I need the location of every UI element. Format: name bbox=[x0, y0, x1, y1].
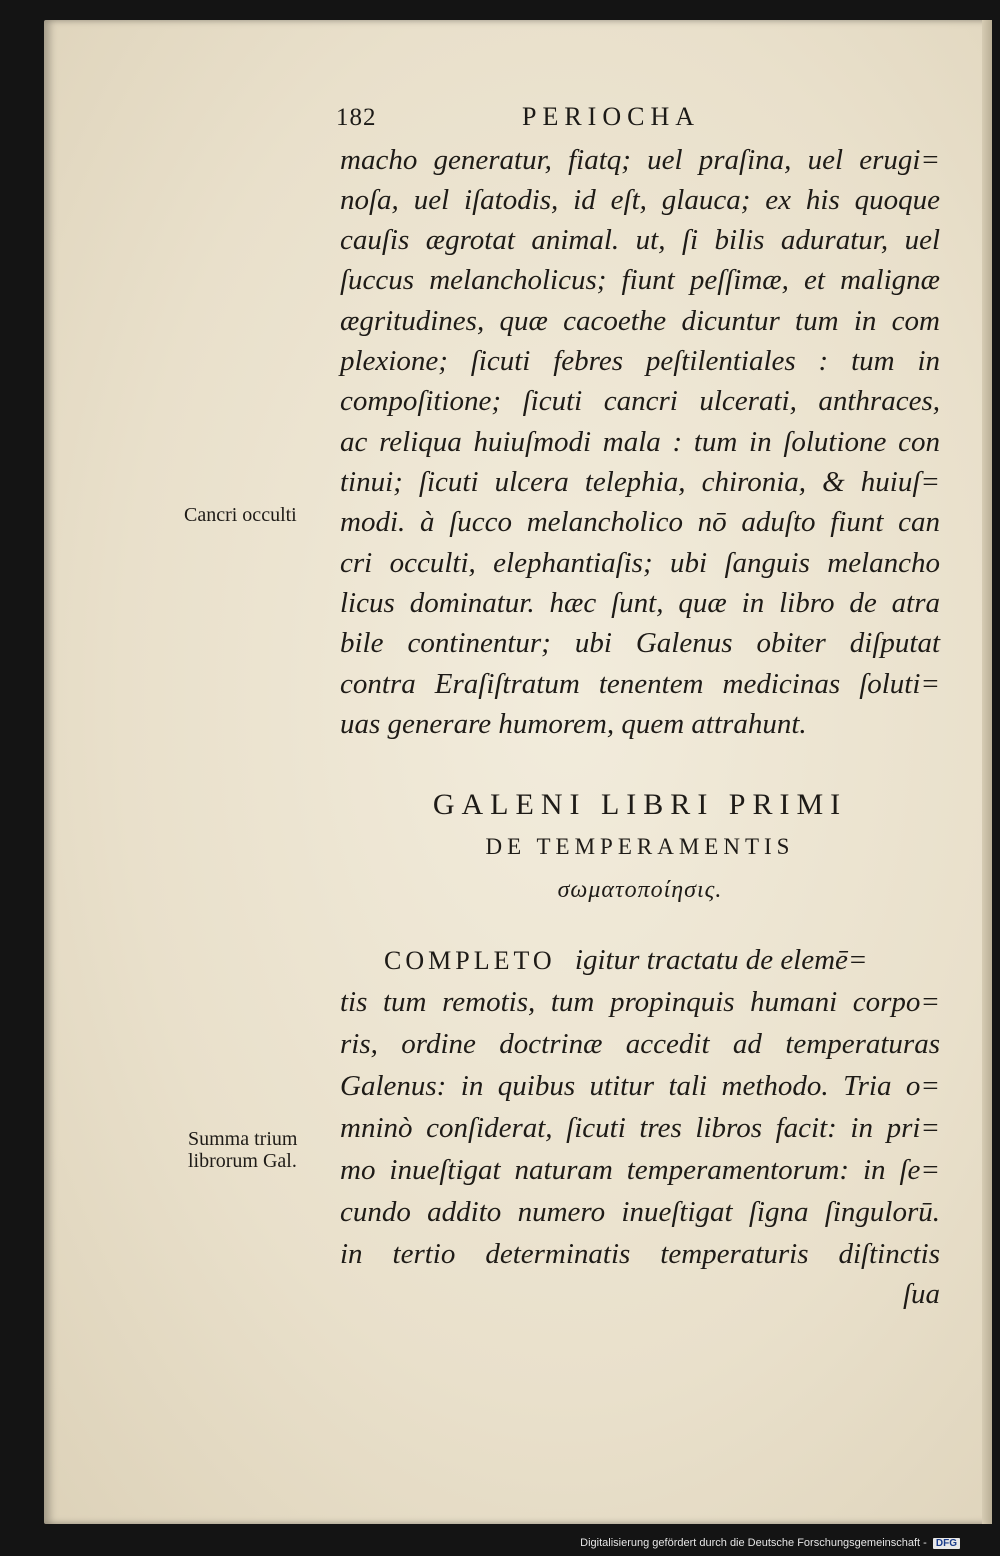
text-line: ac reliqua huiuſmodi mala : tum in ſolutione con bbox=[340, 426, 940, 458]
text-line: licus dominatur. hæc ſunt, quæ in libro de atra bbox=[340, 587, 940, 619]
text-line: modi. à ſucco melancholico nō aduſto fiunt can bbox=[340, 506, 940, 538]
book-page bbox=[44, 20, 992, 1524]
text-line: uas generare humorem, quem attrahunt. bbox=[340, 708, 807, 740]
text-line: mo inueſtigat naturam temperamentorum: in ſe= bbox=[340, 1154, 940, 1186]
section-greek-term: σωματοποίησις. bbox=[557, 877, 723, 903]
dropcap-word: COMPLETO bbox=[384, 946, 556, 975]
margin-note-summa-line1: Summa trium bbox=[188, 1128, 298, 1150]
margin-note-cancri: Cancri occulti bbox=[184, 504, 297, 526]
text-line: contra Eraſiſtratum tenentem medicinas ſoluti= bbox=[340, 668, 940, 700]
margin-note-summa-line2: librorum Gal. bbox=[188, 1150, 297, 1172]
text-line: ægritudines, quæ cacoethe dicuntur tum in com bbox=[340, 305, 940, 337]
text-line: plexione; ſicuti febres peſtilentiales : tum in bbox=[340, 345, 940, 377]
dfg-logo: DFG bbox=[933, 1538, 960, 1549]
text-line: ris, ordine doctrinæ accedit ad temperaturas bbox=[340, 1028, 940, 1060]
text-line: tis tum remotis, tum propinquis humani corpo= bbox=[340, 986, 940, 1018]
text-line: tinui; ſicuti ulcera telephia, chironia, & huiuſ= bbox=[340, 466, 940, 498]
text-line: compoſitione; ſicuti cancri ulcerati, anthraces, bbox=[340, 385, 940, 417]
text-line: mninò conſiderat, ſicuti tres libros facit: in pri= bbox=[340, 1112, 940, 1144]
paragraph-first-line bbox=[340, 942, 940, 979]
page-number: 182 bbox=[336, 104, 377, 131]
text-line: noſa, uel iſatodis, id eſt, glauca; ex his quoque bbox=[340, 184, 940, 216]
text-line: cauſis ægrotat animal. ut, ſi bilis aduratur, uel bbox=[340, 224, 940, 256]
margin-note-summa bbox=[188, 1128, 297, 1172]
text-line: in tertio determinatis temperaturis diſtinctis bbox=[340, 1238, 940, 1270]
page-edge bbox=[982, 20, 992, 1524]
catchword: ſua bbox=[902, 1278, 940, 1310]
text-line: macho generatur, fiatq; uel praſina, uel erugi= bbox=[340, 144, 940, 176]
text-line: ſuccus melancholicus; fiunt peſſimæ, et malignæ bbox=[340, 264, 940, 296]
section-heading: GALENI LIBRI PRIMI bbox=[432, 788, 848, 821]
section-subheading: DE TEMPERAMENTIS bbox=[485, 834, 795, 859]
running-title: PERIOCHA bbox=[522, 102, 701, 131]
first-line-rest: igitur tractatu de elemē= bbox=[574, 944, 868, 976]
text-line: Galenus: in quibus utitur tali methodo. Tria o= bbox=[340, 1070, 940, 1102]
digitization-credit bbox=[580, 1537, 960, 1549]
text-line: cri occulti, elephantiaſis; ubi ſanguis melancho bbox=[340, 547, 940, 579]
text-line: bile continentur; ubi Galenus obiter diſputat bbox=[340, 627, 940, 659]
text-line: cundo addito numero inueſtigat ſigna ſingulorū. bbox=[340, 1196, 940, 1228]
credit-text: Digitalisierung gefördert durch die Deutsche Forschungsgemeinschaft - bbox=[580, 1537, 927, 1549]
